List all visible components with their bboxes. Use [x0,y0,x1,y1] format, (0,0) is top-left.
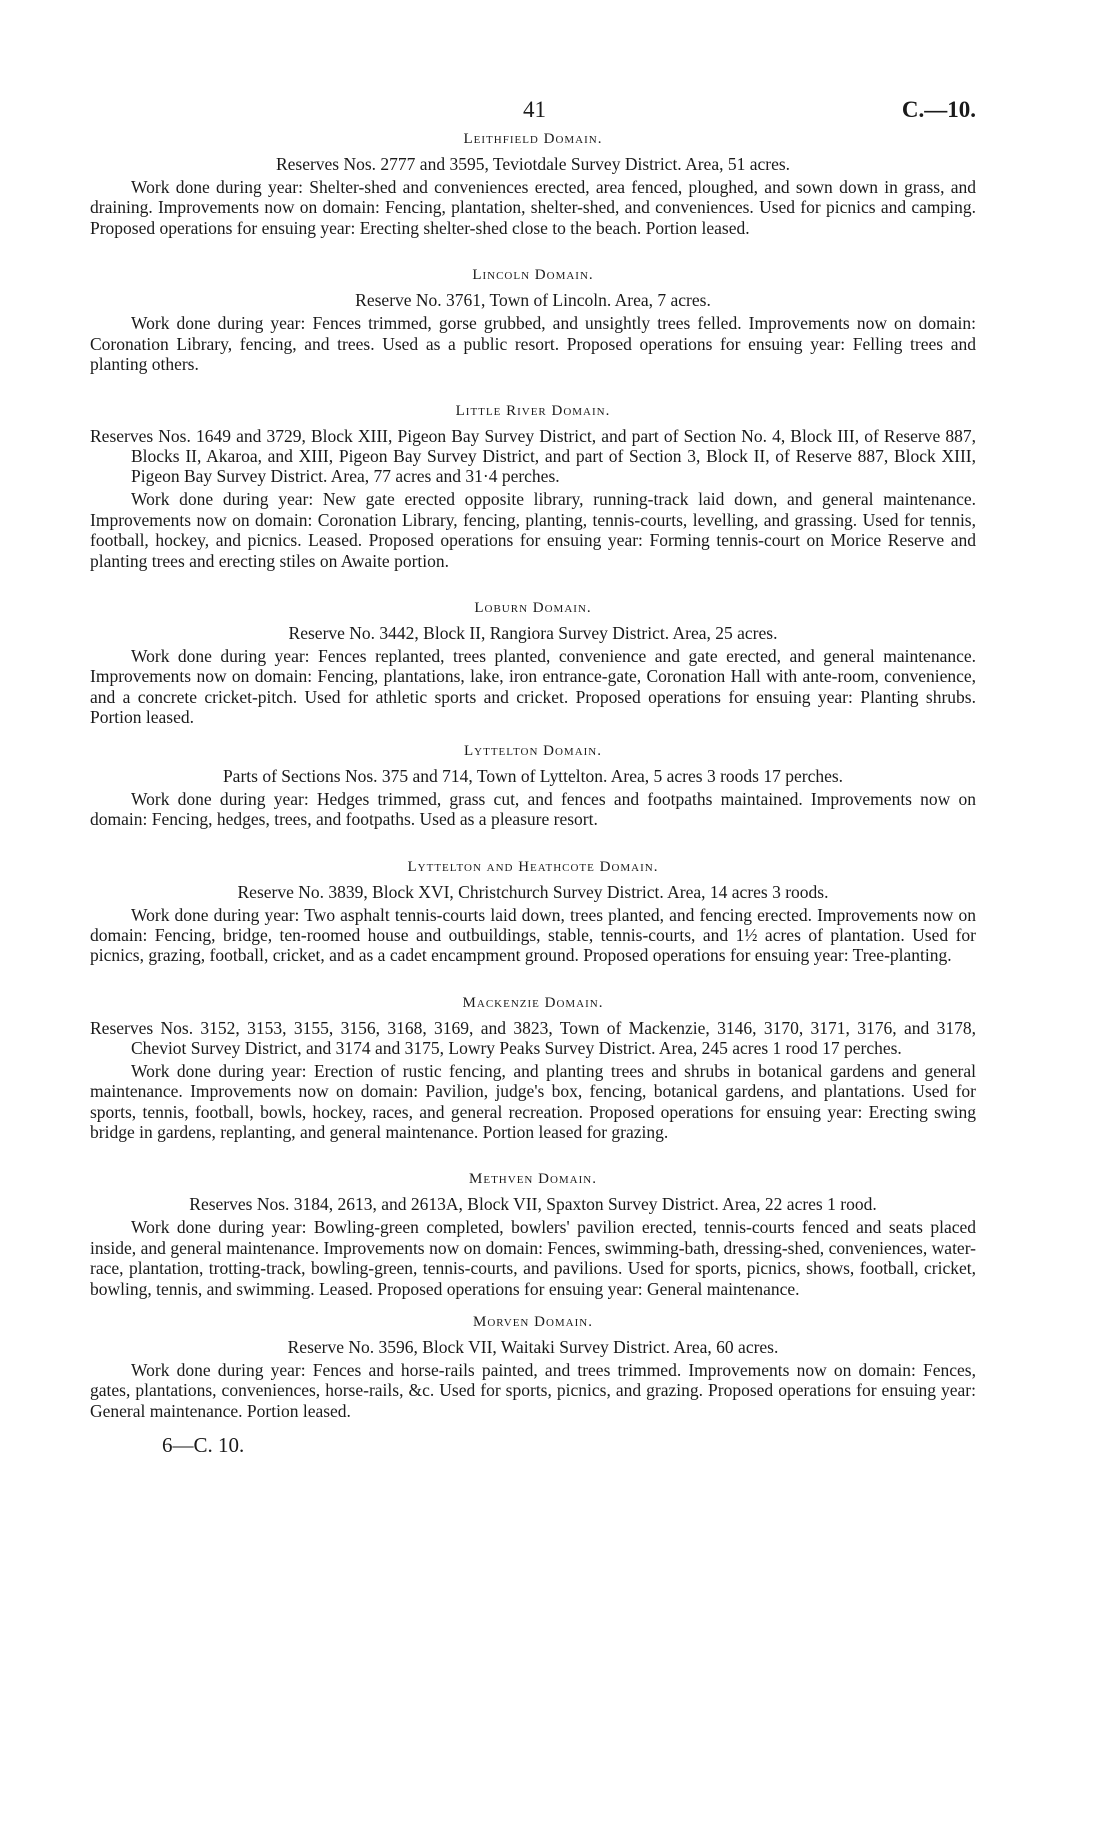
reserve-line: Reserves Nos. 2777 and 3595, Teviotdale Survey District. Area, 51 acres. [275,154,791,174]
section-body: Work done during year: Fences and horse-rails painted, and trees trimmed. Improvements now on domain: Fences, gates, plantations, conveniences, horse-rails, &c. Used for sports, picnics, and grazing. Proposed operations for ensuing year: General maintenance. Portion leased. [90,1359,976,1421]
document-reference: C.—10. [901,97,976,122]
page-number: 41 [523,97,546,122]
section-heading: Leithfield Domain. [463,131,603,147]
section-mackenzie [90,994,976,1143]
section-heading: Little River Domain. [455,403,611,420]
reserve-line: Parts of Sections Nos. 375 and 714, Town of Lyttelton. Area, 5 acres 3 roods 17 perches. [222,765,844,786]
section-little-river [90,402,976,571]
section-heading: Lyttelton and Heathcote Domain. [407,858,659,875]
section-leithfield [90,130,976,238]
section-lyttelton [90,742,976,830]
reserve-line: Reserve No. 3761, Town of Lincoln. Area, 7 acres. [355,290,711,311]
section-body: Work done during year: Two asphalt tennis-courts laid down, trees planted, and fencing erected. Improvements now on domain: Fencing, bridge, ten-roomed house and outbuildings, stable, tennis-courts, and 1½ acres of plantation. Used for picnics, grazing, football, cricket, and as a cadet encampment ground. Proposed operations for ensuing year: Tree-planting. [90,904,976,966]
section-methven [90,1170,976,1299]
footer-signature: 6—C. 10. [162,1433,245,1458]
section-body: Work done during year: Erection of rustic fencing, and planting trees and shrubs in botanical gardens and general maintenance. Improvements now on domain: Pavilion, judge's box, fencing, botanical gardens, and plantations. Used for sports, tennis, football, bowls, hockey, races, and general recreation. Proposed operations for ensuing year: Erecting swing bridge in gardens, replanting, and general maintenance. Portion leased for grazing. [90,1060,976,1142]
section-loburn [90,599,976,728]
reserve-line: Reserve No. 3839, Block XVI, Christchurch Survey District. Area, 14 acres 3 roods. [237,881,829,902]
reserve-line: Reserve No. 3442, Block II, Rangiora Survey District. Area, 25 acres. [288,623,778,644]
section-body: Work done during year: New gate erected opposite library, running-track laid down, and general maintenance. Improvements now on domain: Coronation Library, fencing, planting, tennis-courts, levelling, and grassing. Used for tennis, football, hockey, and picnics. Leased. Proposed operations for ensuing year: Forming tennis-court on Morice Reserve and planting trees and erecting stiles on Awaite portion. [90,489,976,571]
section-heading: Lyttelton Domain. [464,742,602,759]
section-lyttelton-heathcote [90,858,976,966]
section-heading: Lincoln Domain. [472,267,594,284]
section-body: Work done during year: Fences trimmed, gorse grubbed, and unsightly trees felled. Improvements now on domain: Coronation Library, fencing, and trees. Used as a public resort. Proposed operations for ensuing year: Felling trees and planting others. [90,313,976,375]
section-morven [90,1313,976,1421]
section-body: Work done during year: Hedges trimmed, grass cut, and fences and footpaths maintained. Improvements now on domain: Fencing, hedges, trees, and footpaths. Used as a pleasure resort. [90,788,976,830]
reserve-line: Reserves Nos. 1649 and 3729, Block XIII, Pigeon Bay Survey District, and part of Section No. 4, Block III, of Reserve 887, Blocks II, Akaroa, and XIII, Pigeon Bay Survey District, and part of Section 3, Block II, of Reserve 887, Block XIII, Pigeon Bay Survey District. Area, 77 acres and 31·4 perches. [90,426,976,487]
page-header [90,0,976,130]
section-body: Work done during year: Shelter-shed and conveniences erected, area fenced, ploughed, and sown down in grass, and draining. Improvements now on domain: Fencing, plantation, shelter-shed, and conveniences. Used for picnics and camping. Proposed operations for ensuing year: Erecting shelter-shed close to the beach. Portion leased. [90,177,976,238]
section-heading: Morven Domain. [473,1313,593,1330]
section-heading: Methven Domain. [469,1171,597,1188]
reserve-line: Reserves Nos. 3152, 3153, 3155, 3156, 3168, 3169, and 3823, Town of Mackenzie, 3146, 3170, 3171, 3176, and 3178, Cheviot Survey District, and 3174 and 3175, Lowry Peaks Survey District. Area, 245 acres 1 rood 17 perches. [90,1017,976,1058]
section-lincoln [90,266,976,374]
section-body: Work done during year: Bowling-green completed, bowlers' pavilion erected, tennis-courts fenced and seats placed inside, and general maintenance. Improvements now on domain: Fences, swimming-bath, dressing-shed, conveniences, water-race, plantation, trotting-track, bowling-green, tennis-courts, and pavilions. Used for sports, picnics, shows, football, cricket, bowling, tennis, and swimming. Leased. Proposed operations for ensuing year: General maintenance. [90,1217,976,1299]
reserve-line: Reserve No. 3596, Block VII, Waitaki Survey District. Area, 60 acres. [287,1336,779,1357]
section-heading: Mackenzie Domain. [462,994,604,1011]
reserve-line: Reserves Nos. 3184, 2613, and 2613A, Block VII, Spaxton Survey District. Area, 22 acres 1 rood. [189,1194,877,1215]
section-heading: Loburn Domain. [474,600,592,617]
section-body: Work done during year: Fences replanted, trees planted, convenience and gate erected, and general maintenance. Improvements now on domain: Fencing, plantations, lake, iron entrance-gate, Coronation Hall with ante-room, convenience, and a concrete cricket-pitch. Used for athletic sports and cricket. Proposed operations for ensuing year: Planting shrubs. Portion leased. [90,646,976,728]
document-page [90,0,976,1458]
